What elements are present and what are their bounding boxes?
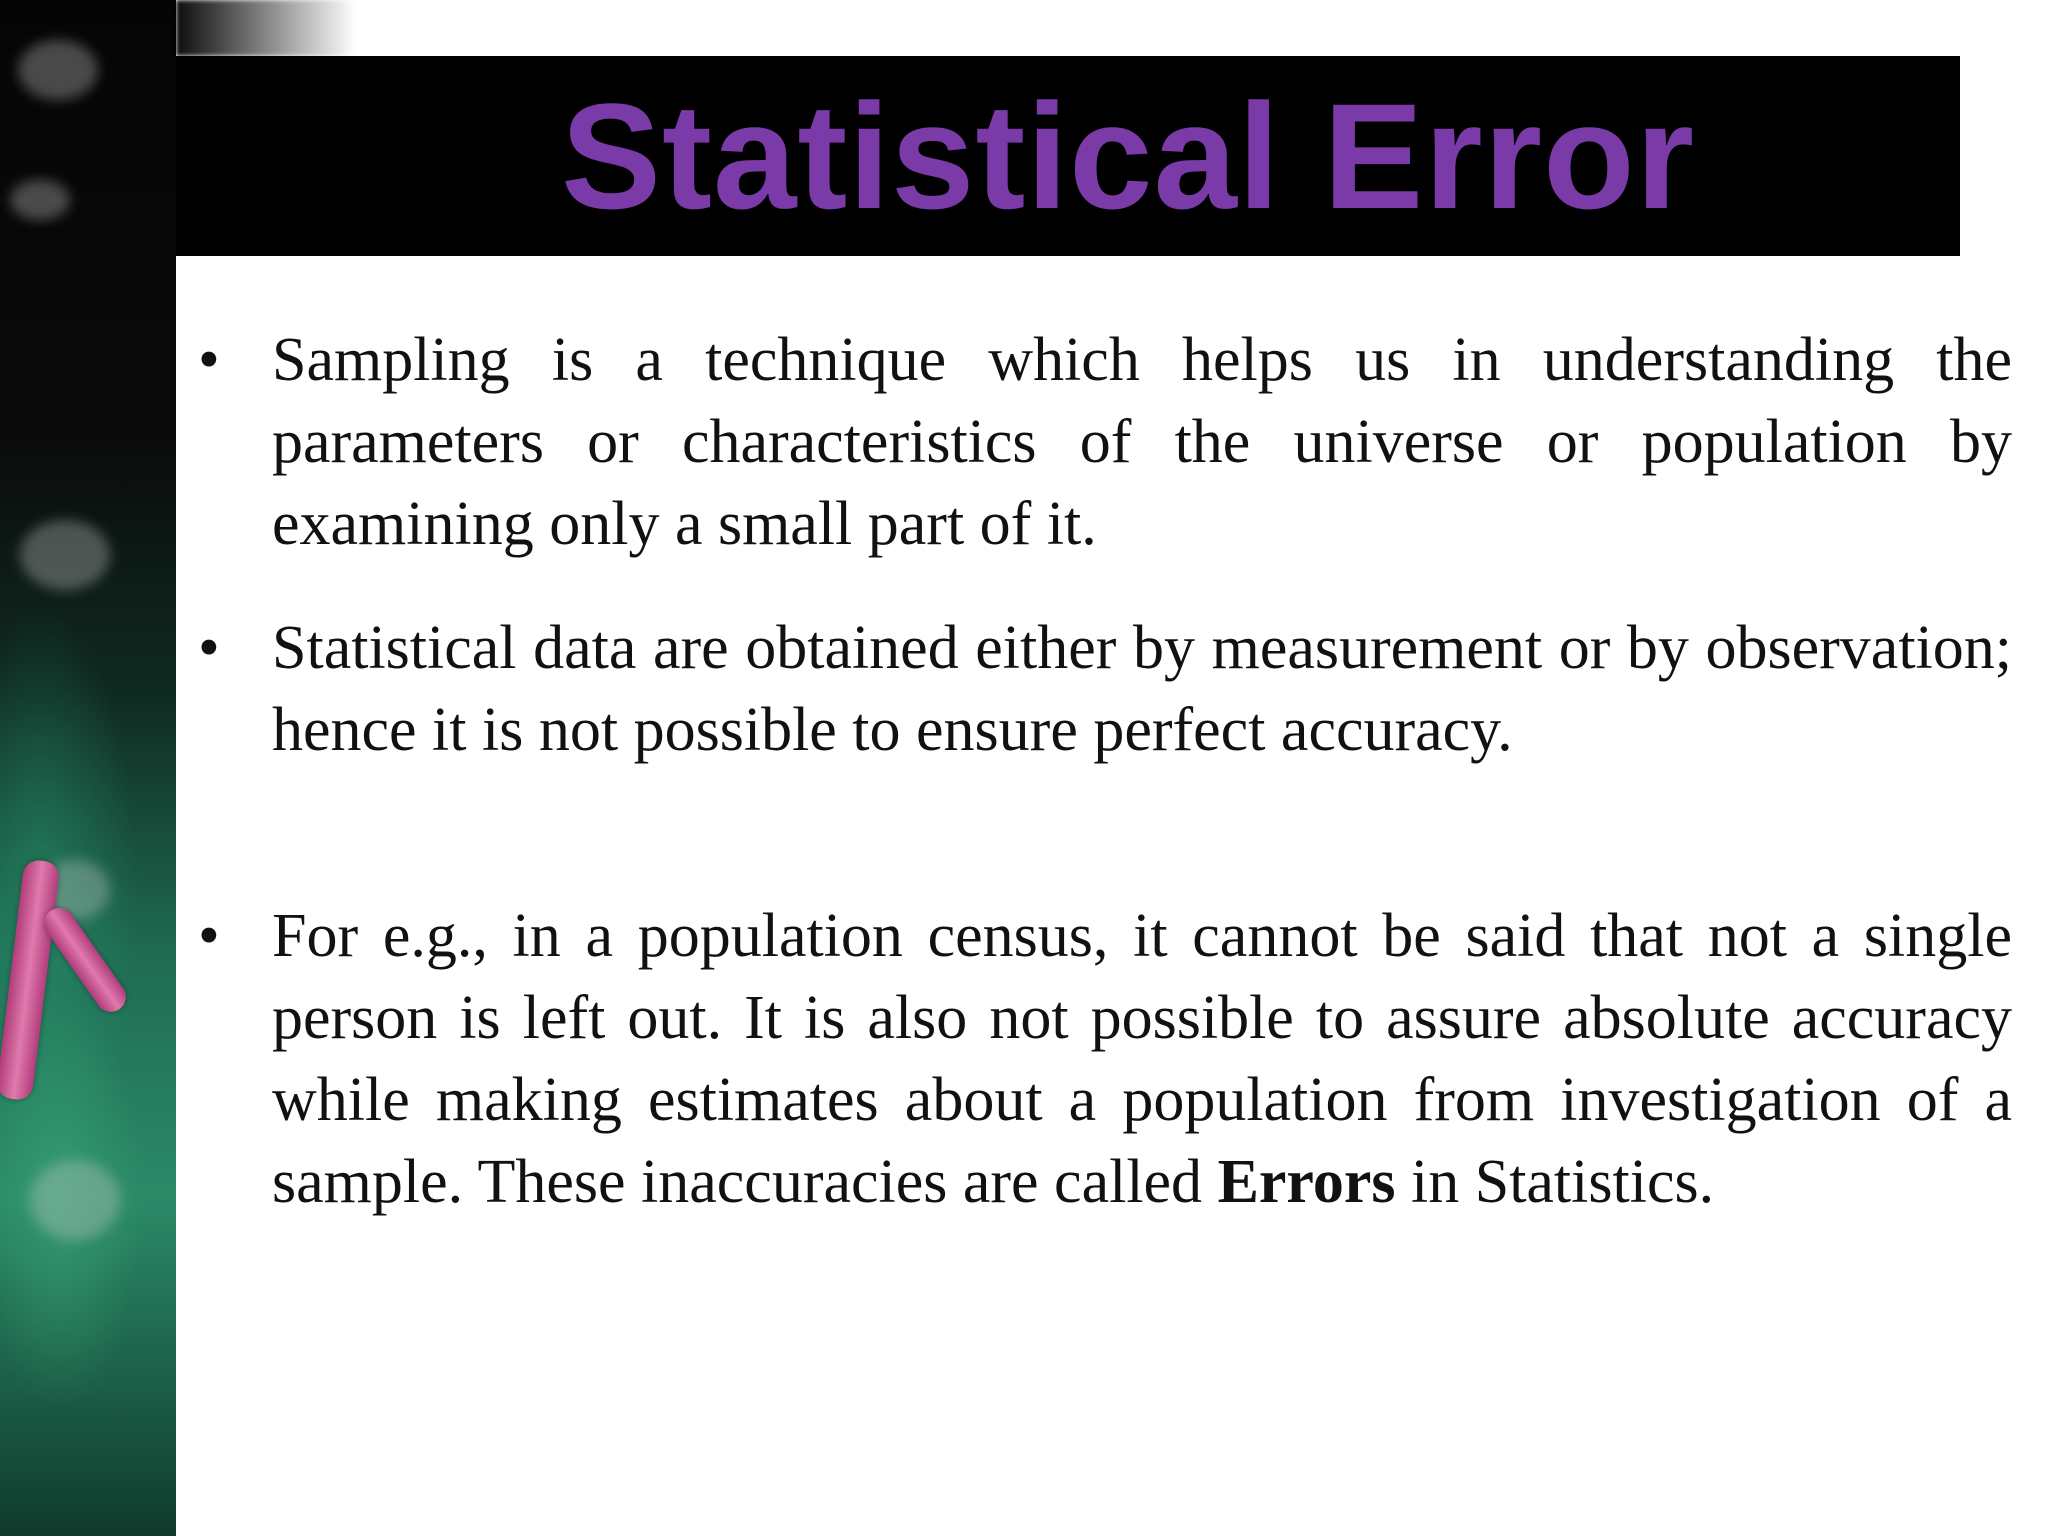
bullet-point-icon: • [198,902,220,970]
bold-term: Errors [1217,1148,1396,1216]
bullet-item [176,319,2048,565]
chalk-smudge [18,40,98,100]
bullet-point-icon: • [198,326,220,394]
chalk-smudge [20,520,110,590]
title-bar-shadow [176,0,356,56]
pink-chalk-stick [38,902,131,1018]
bullet-text-part: in Statistics. [1395,1148,1715,1216]
pink-chalk-stick [0,859,60,1102]
bullet-text: Sampling is a technique which helps us in understanding the parameters or characteristics of the universe or population by examining only a small part of it. [272,326,2012,558]
bullet-item [176,607,2048,771]
chalk-smudge [10,180,70,220]
bullet-item [176,895,2048,1223]
chalk-smudge [30,1160,120,1240]
content-panel [176,303,2048,1493]
bullet-text-part: For e.g., in a population census, it cannot be said that not a single person is left out. It is also not possible to assure absolute accuracy while making estimates about a population from investigation of a sample. These inaccuracies are called [272,902,2012,1216]
bullet-point-icon: • [198,614,220,682]
chalkboard-background [0,0,176,1536]
slide-title: Statistical Error [560,72,1696,240]
title-bar [176,56,1960,256]
bullet-text: Statistical data are obtained either by measurement or by observation; hence it is not possible to ensure perfect accuracy. [272,614,2012,764]
